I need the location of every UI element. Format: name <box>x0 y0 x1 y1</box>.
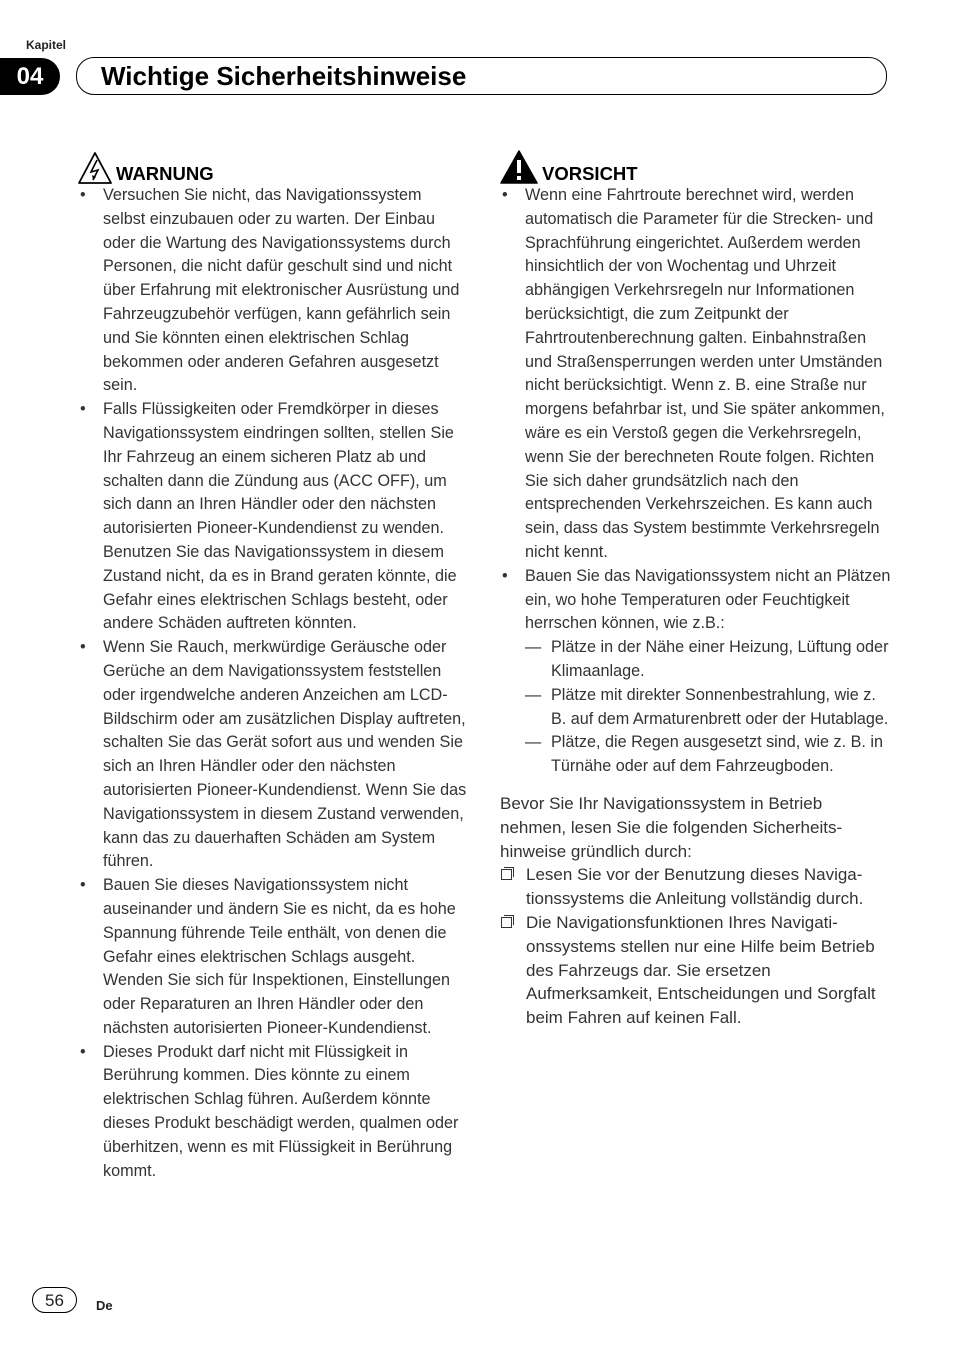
list-item: • Falls Flüssigkeiten oder Fremdkörper in dieses Navigationssystem eindringen sollten, stellen Sie Ihr Fahrzeug an einem sicheren Platz ab und schalten dann die Zündung aus (ACC OFF), um sich dann an Ihren Händler oder den nächsten autorisierten Pioneer-Kundendienst zu wenden. Benutzen Sie das Navigationssystem in diesem Zustand nicht, da es in Brand geraten könnte, die Gefahr eines elektrischen Schlags besteht, oder andere Schäden auftreten könnten. <box>78 398 468 636</box>
checklist <box>500 863 892 1030</box>
warning-label: WARNUNG <box>116 163 214 184</box>
lightning-warning-icon <box>78 152 112 184</box>
page-title: Wichtige Sicherheitshinweise <box>101 61 467 91</box>
list-item <box>500 565 892 779</box>
checkbox-icon <box>501 917 512 928</box>
checklist-item-text: Lesen Sie vor der Benutzung dieses Navigationssystems die Anleitung vollständig durch. <box>526 865 864 909</box>
kapitel-label: Kapitel <box>26 38 67 52</box>
right-column <box>500 146 892 1030</box>
list-item: • Wenn Sie Rauch, merkwürdige Geräusche oder Gerüche an dem Navigationssystem feststellen oder irgendwelche anderen Anzeichen am LCD-Bildschirm oder am zusätzlichen Display auftreten, schalten Sie das Gerät sofort aus und wenden Sie sich an Ihren Händler oder den nächsten autorisierten Pioneer-Kundendienst. Wenn Sie das Navigationssystem in diesem Zustand verwenden, kann das zu dauerhaften Schäden am System führen. <box>78 636 468 874</box>
checklist-item-text: Die Navigationsfunktionen Ihres Navigationssystems stellen nur eine Hilfe beim Betrieb des Fahrzeugs dar. Sie ersetzen Aufmerksamkeit, Entscheidungen und Sorgfalt beim Fahren auf keinen Fall. <box>526 912 876 1028</box>
checklist-item <box>500 911 892 1030</box>
checkbox-icon <box>501 869 512 880</box>
list-item: • Versuchen Sie nicht, das Navigationssystem selbst einzubauen oder zu warten. Der Einbau oder die Wartung des Navigationssystems durch Personen, die nicht dafür geschult sind und nicht über Erfahrung mit elektronischer Ausrüstung und Fahrzeugzubehör verfügen, kann gefährlich sein und Sie könnten einen elektrischen Schlag bekommen oder anderen Gefahren ausgesetzt sein. <box>78 184 468 398</box>
sub-list-item: — Plätze mit direkter Sonnenbestrahlung, wie z. B. auf dem Armaturenbrett oder der Hutablage. <box>525 684 892 732</box>
intro-paragraph: Bevor Sie Ihr Navigationssystem in Betrieb nehmen, lesen Sie die folgenden Sicherheitshinweise gründlich durch: <box>500 793 843 861</box>
chapter-number: 04 <box>0 58 60 95</box>
exclamation-triangle-icon <box>500 150 538 184</box>
title-bar <box>76 57 887 95</box>
caution-list <box>500 184 892 779</box>
list-item-text: Bauen Sie das Navigationssystem nicht an Plätzen ein, wo hohe Temperaturen oder Feuchtigkeit herrschen können, wie z.B.: <box>525 566 891 633</box>
language-code: De <box>96 1298 113 1313</box>
list-item: • Bauen Sie dieses Navigationssystem nicht auseinander und ändern Sie es nicht, da es hohe Spannung führende Teile enthält, von denen die Gefahr eines elektrischen Schlags ausgeht. Wenden Sie sich für Inspektionen, Einstellungen oder Reparaturen an Ihren Händler oder den nächsten autorisierten Pioneer-Kundendienst. <box>78 874 468 1041</box>
warning-heading <box>78 146 468 184</box>
list-item: • Dieses Produkt darf nicht mit Flüssigkeit in Berührung kommen. Dies könnte zu einem elektrischen Schlag führen. Außerdem könnte dieses Produkt beschädigt werden, qualmen oder überhitzen, wenn es mit Flüssigkeit in Berührung kommt. <box>78 1041 468 1184</box>
sub-list-item: — Plätze, die Regen ausgesetzt sind, wie z. B. in Türnähe oder auf dem Fahrzeugboden. <box>525 731 892 779</box>
caution-heading <box>500 146 892 184</box>
list-item: • Wenn eine Fahrtroute berechnet wird, werden automatisch die Parameter für die Strecken- und Sprachführung eingerichtet. Außerdem werden hinsichtlich der von Wochentag und Uhrzeit abhängigen Verkehrsregeln nur Informationen berücksichtigt, die zum Zeitpunkt der Fahrtroutenberechnung galten. Einbahnstraßen und Straßensperrungen werden unter Umständen nicht berücksichtigt. Wenn z. B. eine Straße nur morgens befahrbar ist, und Sie später ankommen, wäre es ein Verstoß gegen die Verkehrsregeln, wenn Sie der berechneten Route folgen. Richten Sie sich daher grundsätzlich nach den entsprechenden Verkehrszeichen. Es kann auch sein, dass das System bestimmte Verkehrsregeln nicht kennt. <box>500 184 892 565</box>
sub-list-item: — Plätze in der Nähe einer Heizung, Lüftung oder Klimaanlage. <box>525 636 892 684</box>
checklist-item <box>500 863 892 911</box>
caution-label: VORSICHT <box>542 163 638 184</box>
sub-list <box>525 636 892 779</box>
warning-list <box>78 184 468 1183</box>
page-number: 56 <box>32 1287 77 1313</box>
left-column <box>78 146 468 1183</box>
